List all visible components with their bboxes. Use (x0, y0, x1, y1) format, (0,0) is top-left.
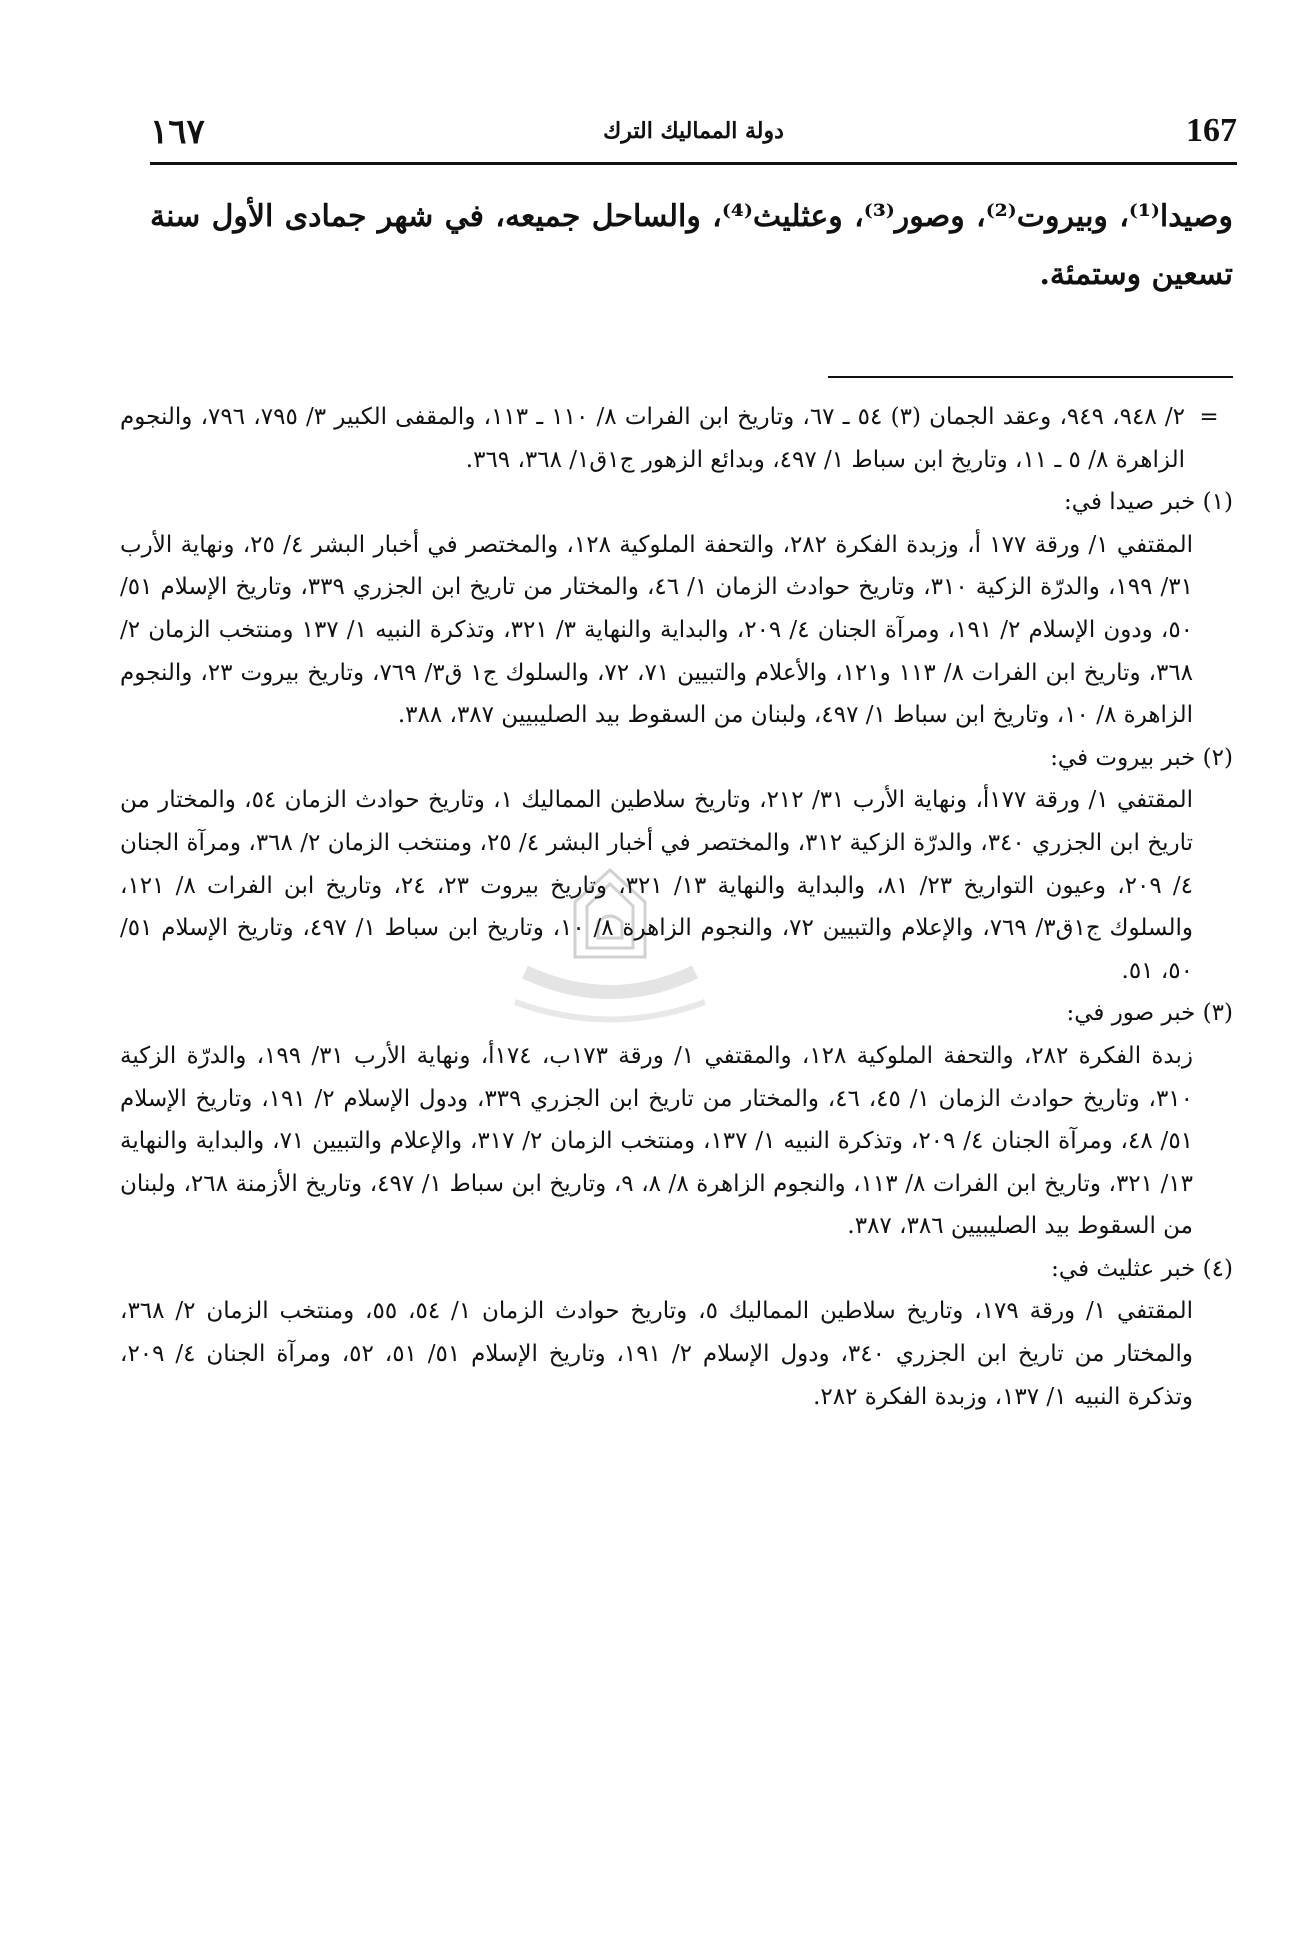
footnote-4-text: المقتفي ١/ ورقة ١٧٩، وتاريخ سلاطين المماليك ٥، وتاريخ حوادث الزمان ١/ ٥٤، ٥٥، ومنتخب الزمان ٢/ ٣٦٨، والمختار من تاريخ ابن الجزري ٣٤٠، ودول الإسلام ٢/ ١٩١، وتاريخ الإسلام ٥١/ ٥١، ٥٢، ومرآة الجنان ٤/ ٢٠٩، وتذكرة النبيه ١/ ١٣٧، وزبدة الفكرة ٢٨٢. (120, 1298, 1194, 1410)
running-header (150, 112, 1237, 160)
continuation-text: ٢/ ٩٤٨، ٩٤٩، وعقد الجمان (٣) ٥٤ ـ ٦٧، وتاريخ ابن الفرات ٨/ ١١٠ ـ ١١٣، والمقفى الكبير ٣/ ٧٩٥، ٧٩٦، والنجوم الزاهرة ٨/ ٥ ـ ١١، وتاريخ ابن سباط ١/ ٤٩٧، وبدائع الزهور ج١ق١/ ٣٦٨، ٣٦٩. (120, 404, 1185, 473)
footnote-continuation (120, 396, 1233, 481)
footnote-3-heading: (٣) خبر صور في: (1066, 1000, 1233, 1027)
library-seal-watermark-icon (495, 862, 725, 1042)
footnote-3-text: زبدة الفكرة ٢٨٢، والتحفة الملوكية ١٢٨، والمقتفي ١/ ورقة ١٧٣ب، ١٧٤أ، ونهاية الأرب ٣١/ ١٩٩، والدرّة الزكية ٣١٠، وتاريخ حوادث الزمان ١/ ٤٥، ٤٦، والمختار من تاريخ ابن الجزري ٣٣٩، ودول الإسلام ٢/ ١٩١، وتاريخ الإسلام ٥١/ ٤٨، ومرآة الجنان ٤/ ٢٠٩، وتذكرة النبيه ١/ ١٣٧، ومنتخب الزمان ٢/ ٣١٧، والإعلام والتبيين ٧١، والبداية والنهاية ١٣/ ٣٢١، وتاريخ ابن الفرات ٨/ ١١٣، والنجوم الزاهرة ٨/ ٨، ٩، وتاريخ ابن سباط ١/ ٤٩٧، وتاريخ الأزمنة ٢٦٨، ولبنان من السقوط بيد الصليبيين ٣٨٦، ٣٨٧. (120, 1042, 1194, 1240)
footnote-2-heading: (٢) خبر بيروت في: (1050, 744, 1233, 771)
page-number-arabic: ١٦٧ (150, 112, 205, 152)
footnote-separator (828, 376, 1233, 378)
main-text: وصيدا⁽¹⁾، وبيروت⁽²⁾، وصور⁽³⁾، وعثليث⁽⁴⁾، والساحل جميعه، في شهر جمادى الأول سنة تسعين وستمئة. (150, 199, 1233, 292)
continuation-marker: = (1199, 404, 1219, 430)
footnote-1-text: المقتفي ١/ ورقة ١٧٧ أ، وزبدة الفكرة ٢٨٢، والتحفة الملوكية ١٢٨، والمختصر في أخبار البشر ٤/ ٢٥، ونهاية الأرب ٣١/ ١٩٩، والدرّة الزكية ٣١٠، وتاريخ حوادث الزمان ١/ ٤٦، والمختار من تاريخ ابن الجزري ٣٣٩، وتاريخ الإسلام ٥١/ ٥٠، ودون الإسلام ٢/ ١٩١، ومرآة الجنان ٤/ ٢٠٩، والبداية والنهاية ٣/ ٣٢١، وتذكرة النبيه ١/ ١٣٧ ومنتخب الزمان ٢/ ٣٦٨، وتاريخ ابن الفرات ٨/ ١١٣ و١٢١، والأعلام والتبيين ٧١، ٧٢، والسلوك ج١ ق٣/ ٧٦٩، وتاريخ بيروت ٢٣، والنجوم الزاهرة ٨/ ١٠، وتاريخ ابن سباط ١/ ٤٩٧، ولبنان من السقوط بيد الصليبيين ٣٨٧، ٣٨٨. (120, 531, 1194, 729)
footnote-2-text: المقتفي ١/ ورقة ١٧٧أ، ونهاية الأرب ٣١/ ٢١٢، وتاريخ سلاطين المماليك ١، وتاريخ حوادث الزمان ٥٤، والمختار من تاريخ ابن الجزري ٣٤٠، والدرّة الزكية ٣١٢، والمختصر في أخبار البشر ٤/ ٢٥، ومنتخب الزمان ٢/ ٣٦٨، ومرآة الجنان ٤/ ٢٠٩، وعيون التواريخ ٢٣/ ٨١، والبداية والنهاية ١٣/ ٣٢١، وتاريخ بيروت ٢٣، ٢٤، وتاريخ ابن الفرات ٨/ ١٢١، والسلوك ج١ق٣/ ٧٦٩، والإعلام والتبيين ٧٢، والنجوم الزاهرة ٨/ ١٠، وتاريخ ابن سباط ١/ ٤٩٧، وتاريخ الإسلام ٥١/ ٥٠، ٥١. (120, 787, 1194, 984)
footnote-1-heading: (١) خبر صيدا في: (1064, 489, 1233, 516)
footnote-4-heading: (٤) خبر عثليث في: (1051, 1255, 1233, 1282)
header-rule (150, 162, 1237, 165)
running-title: دولة المماليك الترك (603, 118, 784, 144)
page-number-latin: 167 (1186, 112, 1237, 149)
